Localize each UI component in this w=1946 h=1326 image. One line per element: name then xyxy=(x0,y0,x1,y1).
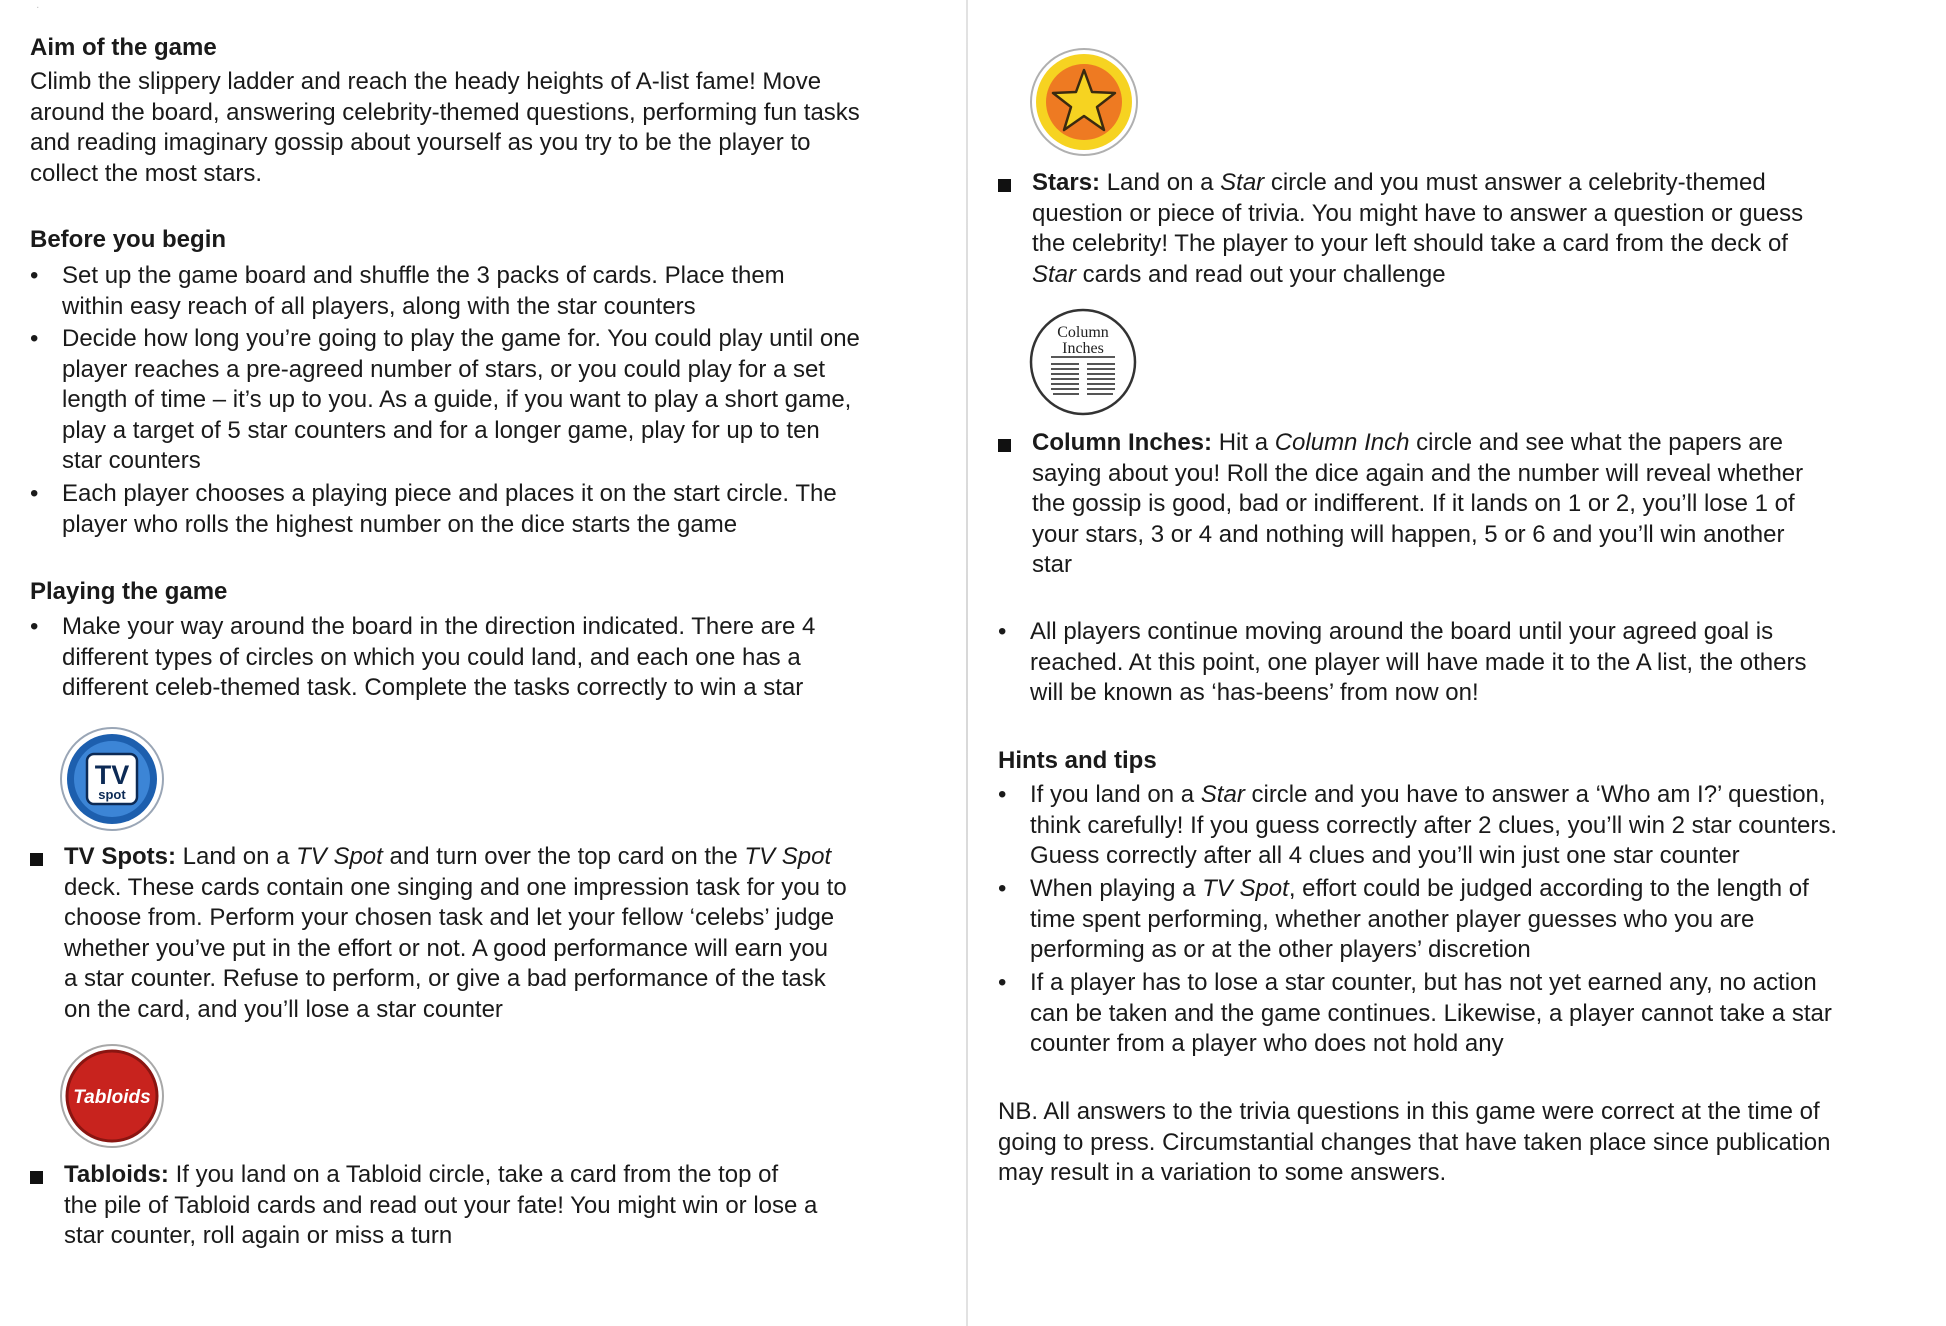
before-heading: Before you begin xyxy=(30,226,227,253)
text-line: within easy reach of all players, along with the star counters xyxy=(62,292,696,320)
tabloids-text xyxy=(64,1160,817,1252)
bullet-dot: • xyxy=(998,875,1007,902)
stars-text xyxy=(1032,168,1803,290)
bullet-dot: • xyxy=(998,618,1007,645)
tv-icon-top: TV xyxy=(94,760,130,790)
text-line: time spent performing, whether another player guesses who you are xyxy=(1030,905,1755,933)
text-line: on the card, and you’ll lose a star counter xyxy=(64,995,503,1023)
bullet-text xyxy=(1030,617,1806,709)
bullet-text xyxy=(62,261,785,322)
text-line: Climb the slippery ladder and reach the heady heights of A-list fame! Move xyxy=(30,68,822,95)
column-inches-icon xyxy=(1029,308,1137,416)
tv-spot-icon xyxy=(59,726,165,832)
text-line: a star counter. Refuse to perform, or give a bad performance of the task xyxy=(64,965,826,992)
item-label: Stars: xyxy=(1032,169,1101,196)
text-line: Stars: Land on a Star circle and you must answer a celebrity-themed xyxy=(1032,169,1766,196)
text-line: All players continue moving around the board until your agreed goal is xyxy=(1030,618,1774,645)
text-line: If a player has to lose a star counter, but has not yet earned any, no action xyxy=(1030,969,1817,996)
text-line: collect the most stars. xyxy=(30,159,263,187)
text-line: whether you’ve put in the effort or not. A good performance will earn you xyxy=(64,934,829,962)
hints-heading: Hints and tips xyxy=(998,747,1157,774)
text-line: think carefully! If you guess correctly after 2 clues, you’ll win 2 star counters. xyxy=(1030,811,1838,839)
column-icon-line1: Column xyxy=(1057,324,1109,341)
bullet-dot: • xyxy=(30,325,39,352)
tabloids-icon xyxy=(59,1043,165,1149)
bullet-dot: • xyxy=(998,969,1007,996)
column-inches-text xyxy=(1032,428,1803,581)
square-bullet xyxy=(30,853,43,866)
aim-paragraph xyxy=(30,67,860,189)
text-line: different celeb-themed task. Complete the tasks correctly to win a star xyxy=(62,674,804,701)
bullet-dot: • xyxy=(30,613,39,640)
square-bullet xyxy=(30,1171,43,1184)
text-line: player who rolls the highest number on the dice starts the game xyxy=(62,510,738,538)
text-line: Column Inches: Hit a Column Inch circle and see what the papers are xyxy=(1032,429,1783,456)
text-line: the gossip is good, bad or indifferent. If it lands on 1 or 2, you’ll lose 1 of xyxy=(1032,490,1795,517)
text-line: star counters xyxy=(62,447,201,474)
text-line: If you land on a Star circle and you have to answer a ‘Who am I?’ question, xyxy=(1030,781,1826,808)
text-line: Make your way around the board in the direction indicated. There are 4 xyxy=(62,613,816,640)
text-line: Star cards and read out your challenge xyxy=(1032,260,1446,288)
text-line: different types of circles on which you could land, and each one has a xyxy=(62,643,801,671)
bullet-text xyxy=(62,612,815,704)
text-line: When playing a TV Spot, effort could be judged according to the length of xyxy=(1030,875,1809,902)
playing-heading: Playing the game xyxy=(30,578,228,605)
item-label: Tabloids: xyxy=(64,1161,169,1188)
item-label: Column Inches: xyxy=(1032,429,1213,456)
bullet-dot: • xyxy=(30,480,39,507)
text-line: counter from a player who does not hold any xyxy=(1030,1030,1504,1057)
bullet-text xyxy=(1030,874,1809,966)
text-line: going to press. Circumstantial changes that have taken place since publication xyxy=(998,1128,1831,1156)
text-line: star xyxy=(1032,551,1073,578)
bullet-text xyxy=(1030,780,1837,872)
text-line: the pile of Tabloid cards and read out your fate! You might win or lose a xyxy=(64,1191,818,1219)
bullet-text xyxy=(62,479,837,540)
text-line: Each player chooses a playing piece and places it on the start circle. The xyxy=(62,480,837,507)
scan-mark: ˙ xyxy=(36,4,41,20)
text-line: Guess correctly after all 4 clues and you’ll win just one star counter xyxy=(1030,842,1740,869)
star-icon xyxy=(1029,47,1139,157)
text-line: around the board, answering celebrity-themed questions, performing fun tasks xyxy=(30,98,860,126)
bullet-dot: • xyxy=(30,262,39,289)
square-bullet xyxy=(998,179,1011,192)
text-line: NB. All answers to the trivia questions in this game were correct at the time of xyxy=(998,1098,1820,1125)
text-line: TV Spots: Land on a TV Spot and turn over the top card on the TV Spot xyxy=(64,843,832,870)
text-line: choose from. Perform your chosen task and let your fellow ‘celebs’ judge xyxy=(64,904,835,931)
text-line: Decide how long you’re going to play the game for. You could play until one xyxy=(62,325,860,352)
text-line: Set up the game board and shuffle the 3 packs of cards. Place them xyxy=(62,262,785,289)
text-line: your stars, 3 or 4 and nothing will happen, 5 or 6 and you’ll win another xyxy=(1032,520,1785,548)
square-bullet xyxy=(998,439,1011,452)
text-line: and reading imaginary gossip about yourself as you try to be the player to xyxy=(30,129,811,156)
text-line: can be taken and the game continues. Likewise, a player cannot take a star xyxy=(1030,999,1832,1027)
tv-icon-bottom: spot xyxy=(98,787,126,802)
text-line: performing as or at the other players’ discretion xyxy=(1030,936,1531,963)
bullet-dot: • xyxy=(998,781,1007,808)
text-line: reached. At this point, one player will have made it to the A list, the others xyxy=(1030,648,1807,676)
text-line: star counter, roll again or miss a turn xyxy=(64,1222,453,1249)
text-line: player reaches a pre-agreed number of stars, or you could play for a set xyxy=(62,355,826,383)
text-line: play a target of 5 star counters and for a longer game, play for up to ten xyxy=(62,416,820,444)
text-line: deck. These cards contain one singing and one impression task for you to xyxy=(64,873,847,901)
tabloids-icon-label: Tabloids xyxy=(73,1087,151,1108)
bullet-text xyxy=(1030,968,1832,1060)
aim-heading: Aim of the game xyxy=(30,34,217,61)
text-line: saying about you! Roll the dice again and the number will reveal whether xyxy=(1032,459,1804,487)
column-icon-line2: Inches xyxy=(1062,340,1104,357)
text-line: length of time – it’s up to you. As a guide, if you want to play a short game, xyxy=(62,386,852,413)
page-fold xyxy=(966,0,968,1326)
bullet-text xyxy=(62,324,860,477)
nb-paragraph xyxy=(998,1097,1831,1189)
text-line: the celebrity! The player to your left should take a card from the deck of xyxy=(1032,230,1788,257)
tv-spots-text xyxy=(64,842,847,1025)
text-line: Tabloids: If you land on a Tabloid circle, take a card from the top of xyxy=(64,1161,779,1188)
text-line: will be known as ‘has-beens’ from now on! xyxy=(1030,679,1479,706)
item-label: TV Spots: xyxy=(64,843,176,870)
text-line: may result in a variation to some answers. xyxy=(998,1159,1447,1186)
text-line: question or piece of trivia. You might have to answer a question or guess xyxy=(1032,199,1804,227)
